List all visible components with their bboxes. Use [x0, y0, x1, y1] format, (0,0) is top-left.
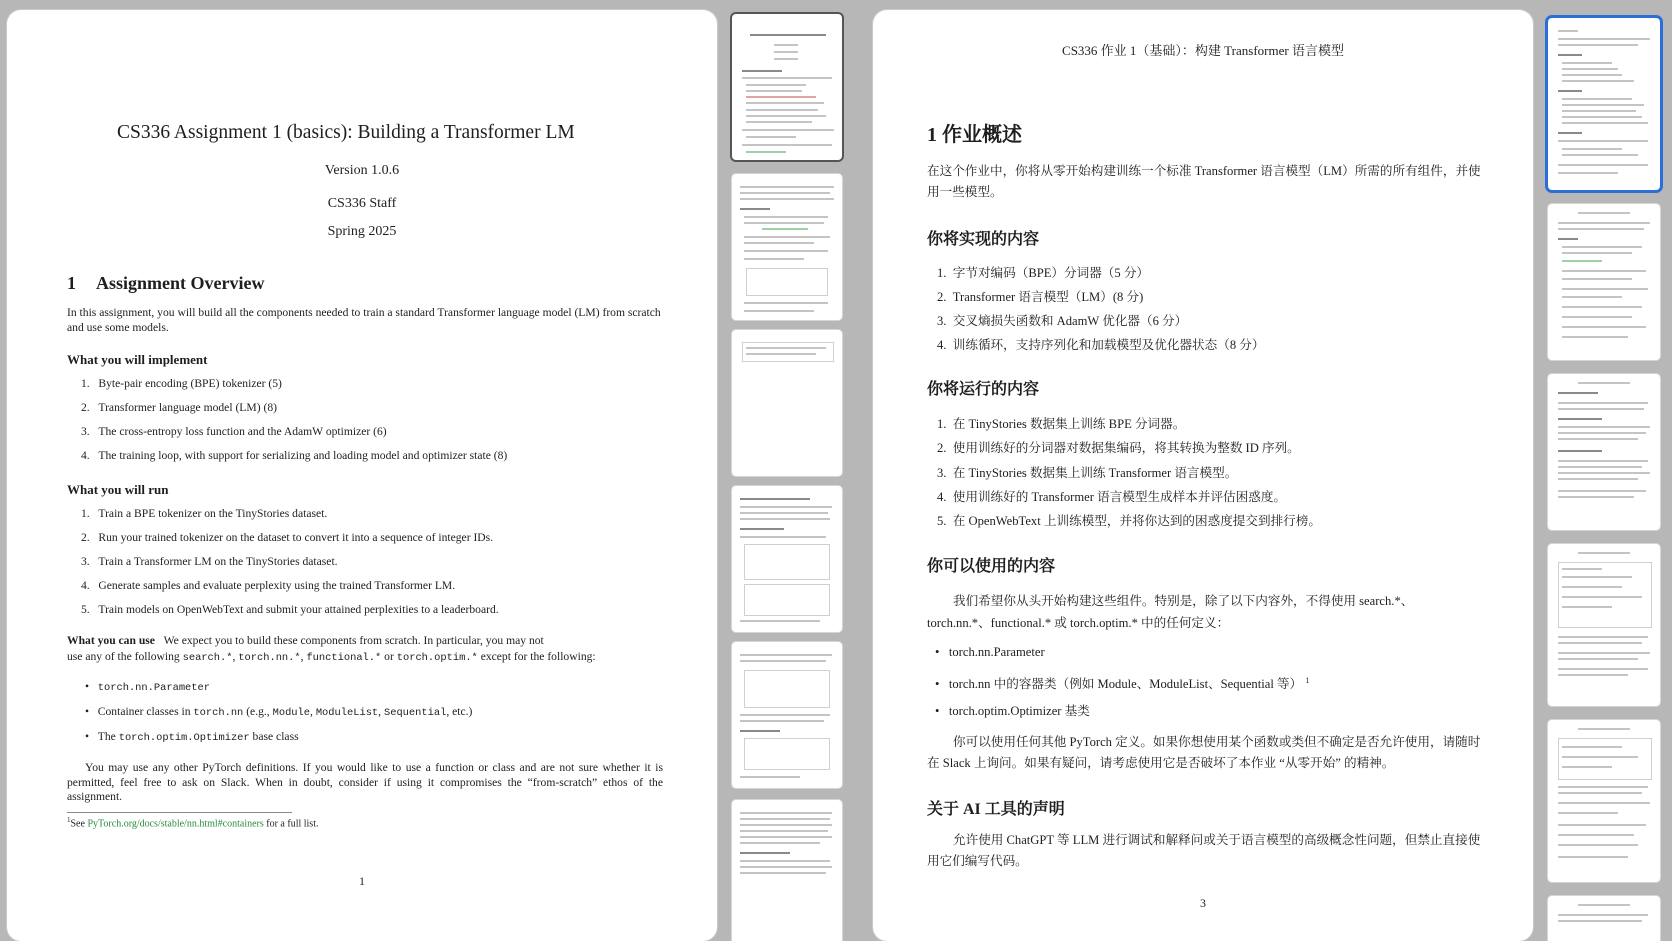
thumbnail-text-line — [1562, 62, 1612, 64]
thumbnail-text-line — [1558, 172, 1618, 174]
thumbnail-text-line — [740, 836, 832, 838]
thumbnail-text-line — [744, 302, 828, 304]
term-label: Spring 2025 — [327, 224, 397, 239]
thumbnail-text-line — [1562, 74, 1622, 76]
thumbnail-text-line — [1558, 438, 1638, 440]
list-item: 1. 字节对编码（BPE）分词器（5 分） — [937, 266, 1150, 280]
list-item: 2. 使用训练好的分词器对数据集编码，将其转换为整数 ID 序列。 — [937, 441, 1300, 455]
thumbnail-text-line — [762, 228, 808, 230]
thumbnail-text-line — [740, 860, 830, 862]
implement-heading: What you will implement — [67, 352, 208, 367]
thumbnail-text-line — [1562, 104, 1644, 106]
page-thumbnail-2[interactable] — [732, 174, 842, 320]
section-number: 1 — [67, 273, 76, 293]
thumbnail-text-line — [1558, 222, 1650, 224]
thumbnail-text-line — [1558, 450, 1602, 452]
thumbnail-text-line — [1578, 552, 1630, 554]
thumbnail-text-line — [740, 208, 770, 210]
list-item: 4. The training loop, with support for serializing and loading model and optimizer state (8) — [81, 449, 508, 462]
thumbnail-text-line — [740, 872, 826, 874]
thumbnail-text-line — [746, 96, 816, 98]
thumbnail-text-line — [1558, 834, 1634, 836]
page-number: 3 — [1200, 896, 1206, 910]
list-item: 2. Transformer 语言模型（LM）(8 分) — [937, 290, 1144, 304]
thumbnail-text-line — [1562, 98, 1632, 100]
thumbnail-text-line — [744, 258, 804, 260]
thumbnail-text-line — [1578, 904, 1630, 906]
page-title: CS336 Assignment 1 (basics): Building a Transformer LM — [117, 122, 575, 143]
thumbnail-text-line — [740, 660, 826, 662]
thumbnail-text-line — [744, 544, 830, 580]
thumbnail-text-line — [1558, 496, 1634, 498]
page-thumbnail-4[interactable] — [732, 486, 842, 632]
ai-heading: 关于 AI 工具的声明 — [927, 801, 1065, 818]
thumbnail-text-line — [740, 536, 826, 538]
closing-paragraph: 你可以使用任何其他 PyTorch 定义。如果你想使用某个函数或类但不确定是否允许使用，请随时在 Slack 上询问。如果有疑问，请考虑使用它是否破坏了本作业 “从零开始” 的精神。 — [927, 735, 1481, 770]
thumbnail-text-line — [1558, 132, 1582, 134]
thumbnail-text-line — [740, 730, 780, 732]
thumbnail-text-line — [1562, 68, 1618, 70]
thumbnail-text-line — [1558, 636, 1648, 638]
thumbnail-text-line — [1558, 38, 1650, 40]
thumbnail-text-line — [740, 830, 828, 832]
page-thumbnail-4[interactable] — [1548, 544, 1660, 706]
thumbnail-text-line — [1562, 766, 1612, 768]
page-thumbnail-1[interactable] — [732, 14, 842, 160]
footnote-rule — [67, 812, 292, 813]
thumbnail-text-line — [750, 34, 826, 36]
use-paragraph-line2: use any of the following search.*, torch.nn.*, functional.* or torch.optim.* except for the following: — [67, 650, 596, 664]
thumbnail-text-line — [742, 144, 832, 146]
thumbnail-text-line — [740, 512, 828, 514]
thumbnail-text-line — [740, 714, 830, 716]
list-item: 2. Run your trained tokenizer on the dataset to convert it into a sequence of integer IDs. — [81, 531, 494, 544]
running-header: CS336 作业 1（基础）：构建 Transformer 语言模型 — [1062, 43, 1344, 58]
run-heading: 你将运行的内容 — [927, 381, 1040, 398]
thumbnail-text-line — [1562, 586, 1622, 588]
thumbnail-text-line — [746, 353, 816, 355]
thumbnail-text-line — [746, 268, 828, 296]
thumbnail-text-line — [774, 51, 798, 53]
thumbnail-text-line — [1578, 728, 1630, 730]
thumbnail-text-line — [746, 84, 806, 86]
thumbnail-text-line — [1558, 460, 1648, 462]
thumbnail-text-line — [744, 250, 828, 252]
thumbnail-text-line — [742, 77, 832, 79]
list-item: 4. Generate samples and evaluate perplexity using the trained Transformer LM. — [81, 579, 456, 592]
thumbnail-text-line — [774, 44, 798, 46]
thumbnail-text-line — [742, 129, 834, 131]
thumbnail-text-line — [1558, 802, 1650, 804]
thumbnail-text-line — [1558, 426, 1650, 428]
document-page-english — [7, 10, 717, 941]
list-item: 1. Byte-pair encoding (BPE) tokenizer (5) — [81, 377, 282, 390]
thumbnail-text-line — [1562, 252, 1632, 254]
page-number: 1 — [359, 874, 365, 888]
thumbnail-text-line — [740, 720, 824, 722]
thumbnail-text-line — [746, 121, 812, 123]
thumbnail-text-line — [1558, 140, 1648, 142]
thumbnail-text-line — [740, 620, 820, 622]
ai-paragraph: 允许使用 ChatGPT 等 LLM 进行调试和解释问或关于语言模型的高级概念性问题，但禁止直接使用它们编写代码。 — [927, 833, 1481, 868]
thumbnail-text-line — [1558, 920, 1642, 922]
implement-heading: 你将实现的内容 — [927, 231, 1040, 248]
thumbnail-text-line — [1562, 576, 1632, 578]
document-page-chinese — [873, 10, 1533, 941]
page-thumbnail-2[interactable] — [1548, 204, 1660, 360]
thumbnail-text-line — [740, 654, 832, 656]
thumbnail-text-line — [744, 242, 814, 244]
thumbnail-text-line — [1558, 54, 1582, 56]
thumbnail-text-line — [1578, 382, 1630, 384]
thumbnail-text-line — [744, 216, 828, 218]
thumbnail-text-line — [740, 186, 834, 188]
thumbnail-text-line — [1558, 90, 1582, 92]
thumbnail-text-line — [1558, 856, 1628, 858]
page-thumbnail-3[interactable] — [1548, 374, 1660, 530]
page-thumbnail-1[interactable] — [1548, 18, 1660, 190]
intro-paragraph: 在这个作业中，你将从零开始构建训练一个标准 Transformer 语言模型（LM）所需的所有组件，并使用一些模型。 — [927, 164, 1481, 199]
thumbnail-text-line — [1562, 270, 1646, 272]
page-thumbnail-6[interactable] — [1548, 896, 1660, 941]
thumbnail-text-line — [746, 347, 826, 349]
thumbnail-text-line — [1562, 756, 1638, 758]
thumbnail-text-line — [1562, 154, 1638, 156]
thumbnail-text-line — [740, 842, 820, 844]
thumbnail-text-line — [1562, 306, 1642, 308]
thumbnail-text-line — [1562, 110, 1636, 112]
thumbnail-text-line — [1562, 288, 1648, 290]
use-paragraph-line2: torch.nn.*、functional.* 或 torch.optim.* 中的任何定义： — [927, 616, 1230, 630]
list-item: 2. Transformer language model (LM) (8) — [81, 401, 277, 414]
thumbnail-text-line — [740, 818, 830, 820]
thumbnail-text-line — [1558, 30, 1578, 32]
thumbnail-text-line — [1562, 122, 1648, 124]
thumbnail-text-line — [740, 198, 834, 200]
author-label: CS336 Staff — [327, 196, 397, 211]
thumbnail-text-line — [1558, 238, 1578, 240]
intro-paragraph: In this assignment, you will build all the components needed to train a standard Transformer language model (LM) from scratch and use some models. — [67, 306, 661, 334]
thumbnail-text-line — [1562, 278, 1632, 280]
use-heading: 你可以使用的内容 — [927, 558, 1056, 575]
thumbnail-text-line — [740, 506, 832, 508]
thumbnail-text-line — [1562, 148, 1622, 150]
use-paragraph-line1: 我们希望你从头开始构建这些组件。特别是，除了以下内容外，不得使用 search.*、 — [953, 594, 1414, 608]
thumbnail-text-line — [744, 738, 830, 770]
thumbnail-text-line — [1562, 596, 1642, 598]
thumbnail-text-line — [740, 528, 784, 530]
thumbnail-text-line — [1578, 212, 1630, 214]
thumbnail-text-line — [1558, 402, 1648, 404]
thumbnail-strip-chinese — [1544, 10, 1666, 941]
list-item: 3. Train a Transformer LM on the TinyStories dataset. — [81, 555, 338, 568]
thumbnail-text-line — [746, 115, 826, 117]
list-item: 1. Train a BPE tokenizer on the TinyStories dataset. — [81, 507, 328, 520]
list-item: 5. 在 OpenWebText 上训练模型，并将你达到的困惑度提交到排行榜。 — [937, 514, 1321, 528]
thumbnail-text-line — [1558, 786, 1648, 788]
thumbnail-text-line — [1558, 562, 1652, 628]
page-thumbnail-5[interactable] — [1548, 720, 1660, 882]
thumbnail-text-line — [774, 58, 798, 60]
thumbnail-text-line — [1562, 746, 1622, 748]
list-item: 1. 在 TinyStories 数据集上训练 BPE 分词器。 — [937, 417, 1186, 431]
thumbnail-text-line — [1562, 568, 1602, 570]
thumbnail-text-line — [744, 236, 830, 238]
thumbnail-text-line — [1562, 296, 1622, 298]
thumbnail-text-line — [746, 136, 796, 138]
thumbnail-text-line — [1562, 246, 1642, 248]
thumbnail-text-line — [1558, 738, 1652, 780]
thumbnail-text-line — [1558, 408, 1644, 410]
thumbnail-text-line — [740, 824, 832, 826]
footnote-link[interactable]: PyTorch.org/docs/stable/nn.html#containers — [87, 818, 264, 830]
thumbnail-text-line — [740, 852, 790, 854]
thumbnail-strip-english — [728, 10, 846, 941]
thumbnail-text-line — [1562, 316, 1632, 318]
thumbnail-text-line — [740, 192, 830, 194]
thumbnail-text-line — [740, 866, 832, 868]
thumbnail-text-line — [1558, 674, 1628, 676]
thumbnail-text-line — [740, 812, 832, 814]
bullet-item: • torch.nn 中的容器类（例如 Module、ModuleList、Sequential 等） $^1$ — [935, 675, 1310, 691]
run-heading: What you will run — [67, 482, 169, 497]
thumbnail-text-line — [746, 151, 786, 153]
thumbnail-text-line — [1558, 228, 1644, 230]
section-title: 1 作业概述 — [927, 124, 1022, 146]
thumbnail-text-line — [746, 102, 824, 104]
page-thumbnail-6[interactable] — [732, 800, 842, 941]
thumbnail-text-line — [1558, 164, 1648, 166]
bullet-item: • torch.optim.Optimizer 基类 — [935, 704, 1090, 718]
thumbnail-text-line — [1558, 472, 1650, 474]
footnote: $^1$See PyTorch.org/docs/stable/nn.html#containers for a full list. — [67, 816, 319, 830]
thumbnail-text-line — [744, 222, 824, 224]
thumbnail-text-line — [1562, 336, 1628, 338]
thumbnail-text-line — [744, 670, 830, 708]
thumbnail-text-line — [1558, 652, 1650, 654]
thumbnail-text-line — [1558, 844, 1638, 846]
bullet-item: • The torch.optim.Optimizer base class — [85, 730, 299, 744]
bullet-item: • Container classes in torch.nn (e.g., Module, ModuleList, Sequential, etc.) — [85, 705, 473, 719]
thumbnail-text-line — [1558, 812, 1618, 814]
thumbnail-text-line — [1558, 824, 1646, 826]
thumbnail-text-line — [1562, 260, 1602, 262]
thumbnail-text-line — [744, 584, 830, 616]
thumbnail-text-line — [740, 776, 800, 778]
thumbnail-text-line — [1558, 658, 1638, 660]
thumbnail-text-line — [1558, 668, 1648, 670]
thumbnail-text-line — [1558, 642, 1642, 644]
bullet-item: • torch.nn.Parameter — [85, 680, 211, 694]
thumbnail-text-line — [1558, 392, 1598, 394]
thumbnail-text-line — [1558, 478, 1638, 480]
thumbnail-text-line — [1558, 44, 1638, 46]
thumbnail-text-line — [740, 498, 810, 500]
page-thumbnail-3[interactable] — [732, 330, 842, 476]
list-item: 3. 交叉熵损失函数和 AdamW 优化器（6 分） — [937, 314, 1188, 328]
version-label: Version 1.0.6 — [324, 163, 400, 178]
closing-paragraph: You may use any other PyTorch definitions. If you would like to use a function or class and are not sure whether it is permitted, feel free to ask on Slack. When in doubt, consider if using it compromises the “from-scratch” ethos of the assignment. — [67, 761, 663, 803]
page-thumbnail-5[interactable] — [732, 642, 842, 788]
thumbnail-text-line — [1562, 116, 1642, 118]
thumbnail-text-line — [1562, 326, 1646, 328]
thumbnail-text-line — [1558, 418, 1602, 420]
thumbnail-text-line — [742, 342, 834, 362]
thumbnail-text-line — [1562, 606, 1612, 608]
thumbnail-text-line — [740, 518, 830, 520]
thumbnail-text-line — [746, 90, 802, 92]
thumbnail-text-line — [1558, 432, 1646, 434]
use-paragraph-line1: What you can use We expect you to build these components from scratch. In particular, you may not — [67, 634, 544, 647]
thumbnail-text-line — [1562, 80, 1634, 82]
section-title: Assignment Overview — [96, 273, 265, 293]
list-item: 3. 在 TinyStories 数据集上训练 Transformer 语言模型。 — [937, 466, 1238, 480]
list-item: 3. The cross-entropy loss function and the AdamW optimizer (6) — [81, 425, 387, 438]
thumbnail-text-line — [1558, 466, 1642, 468]
list-item: 5. Train models on OpenWebText and submit your attained perplexities to a leaderboard. — [81, 603, 499, 616]
bullet-item: • torch.nn.Parameter — [935, 645, 1045, 659]
thumbnail-text-line — [742, 70, 782, 72]
list-item: 4. 训练循环，支持序列化和加载模型及优化器状态（8 分） — [937, 338, 1265, 352]
thumbnail-text-line — [1558, 792, 1642, 794]
thumbnail-text-line — [1558, 914, 1648, 916]
list-item: 4. 使用训练好的 Transformer 语言模型生成样本并评估困惑度。 — [937, 490, 1287, 504]
thumbnail-text-line — [744, 310, 814, 312]
thumbnail-text-line — [746, 109, 818, 111]
thumbnail-text-line — [1558, 490, 1646, 492]
